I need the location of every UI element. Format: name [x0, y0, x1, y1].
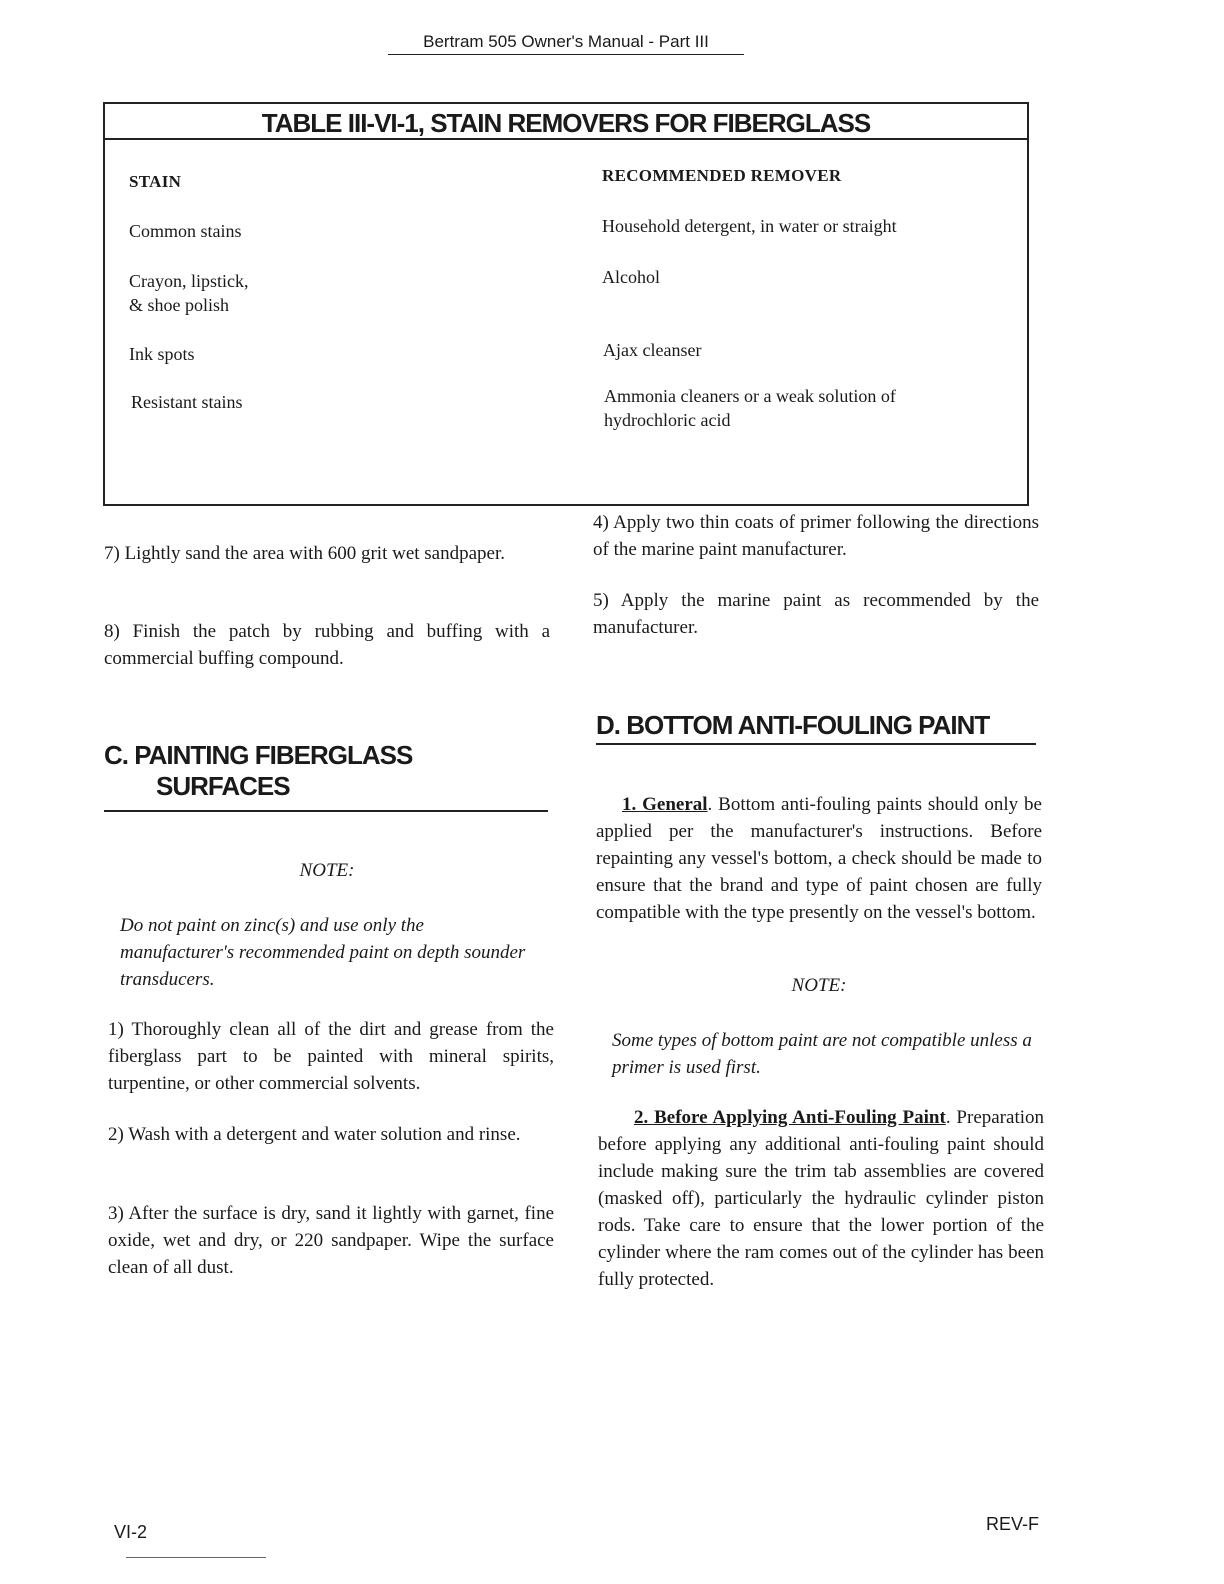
table-cell-remover-line1: Ammonia cleaners or a weak solution of	[604, 386, 896, 406]
column-header-remover: RECOMMENDED REMOVER	[602, 166, 842, 185]
section-c-heading	[104, 740, 548, 812]
general-label: 1. General	[622, 794, 708, 815]
table-cell-stain: Ink spots	[129, 344, 195, 364]
section-c-line1: C. PAINTING FIBERGLASS	[104, 740, 413, 770]
note-text: Some types of bottom paint are not compatible unless a primer is used first.	[612, 1030, 1032, 1078]
note-label: NOTE:	[791, 975, 847, 996]
page-number: VI-2	[114, 1522, 148, 1542]
revision-label: REV-F	[986, 1514, 1040, 1534]
before-applying-label: 2. Before Applying Anti-Fouling Paint	[634, 1107, 946, 1128]
column-header-stain: STAIN	[129, 172, 182, 191]
table-cell-stain-line1: Crayon, lipstick,	[129, 271, 249, 291]
page-header: Bertram 505 Owner's Manual - Part III	[388, 32, 744, 55]
section-d-heading: D. BOTTOM ANTI-FOULING PAINT	[596, 710, 1036, 745]
step-7: 7) Lightly sand the area with 600 grit wet sandpaper.	[104, 543, 506, 564]
step-3: 3) After the surface is dry, sand it lightly with garnet, fine oxide, wet and dry, or 220 sandpaper. Wipe the surface clean of all dust.	[108, 1203, 554, 1278]
note-label: NOTE:	[299, 860, 355, 881]
table-cell-remover: Household detergent, in water or straight	[602, 216, 897, 236]
general-text: . Bottom anti-fouling paints should only be applied per the manufacturer's instructions. Before repainting any vessel's bottom, a check should be made to ensure that the brand and type of paint chosen are fully compatible with the type presently on the vessel's bottom.	[596, 794, 1042, 923]
table-title: TABLE III-VI-1, STAIN REMOVERS FOR FIBERGLASS	[105, 104, 1027, 140]
stain-removers-table	[103, 102, 1029, 506]
step-4: 4) Apply two thin coats of primer following the directions of the marine paint manufacturer.	[593, 512, 1039, 560]
step-5: 5) Apply the marine paint as recommended by the manufacturer.	[593, 590, 1039, 638]
table-cell-stain	[129, 269, 249, 317]
table-cell-remover-line2: hydrochloric acid	[604, 410, 731, 430]
note-text: Do not paint on zinc(s) and use only the manufacturer's recommended paint on depth sounder transducers.	[120, 915, 526, 990]
table-cell-stain: Common stains	[129, 221, 242, 241]
before-applying-paragraph	[598, 1104, 1044, 1293]
table-cell-stain-line2: & shoe polish	[129, 295, 230, 315]
table-cell-stain: Resistant stains	[131, 392, 243, 412]
general-paragraph	[596, 791, 1042, 926]
table-cell-remover: Ajax cleanser	[603, 340, 702, 360]
step-8: 8) Finish the patch by rubbing and buffing with a commercial buffing compound.	[104, 621, 550, 669]
step-2: 2) Wash with a detergent and water solution and rinse.	[108, 1124, 521, 1145]
table-cell-remover	[604, 384, 896, 432]
section-c-line2: SURFACES	[156, 771, 290, 801]
step-1: 1) Thoroughly clean all of the dirt and grease from the fiberglass part to be painted with mineral spirits, turpentine, or other commercial solvents.	[108, 1019, 554, 1094]
footer-rule	[126, 1557, 266, 1558]
before-applying-text: . Preparation before applying any additional anti-fouling paint should include making sure the trim tab assemblies are covered (masked off), particularly the hydraulic cylinder piston rods. Take care to ensure that the lower portion of the cylinder where the ram comes out of the cylinder has been fully protected.	[598, 1107, 1044, 1290]
table-cell-remover: Alcohol	[602, 267, 660, 287]
